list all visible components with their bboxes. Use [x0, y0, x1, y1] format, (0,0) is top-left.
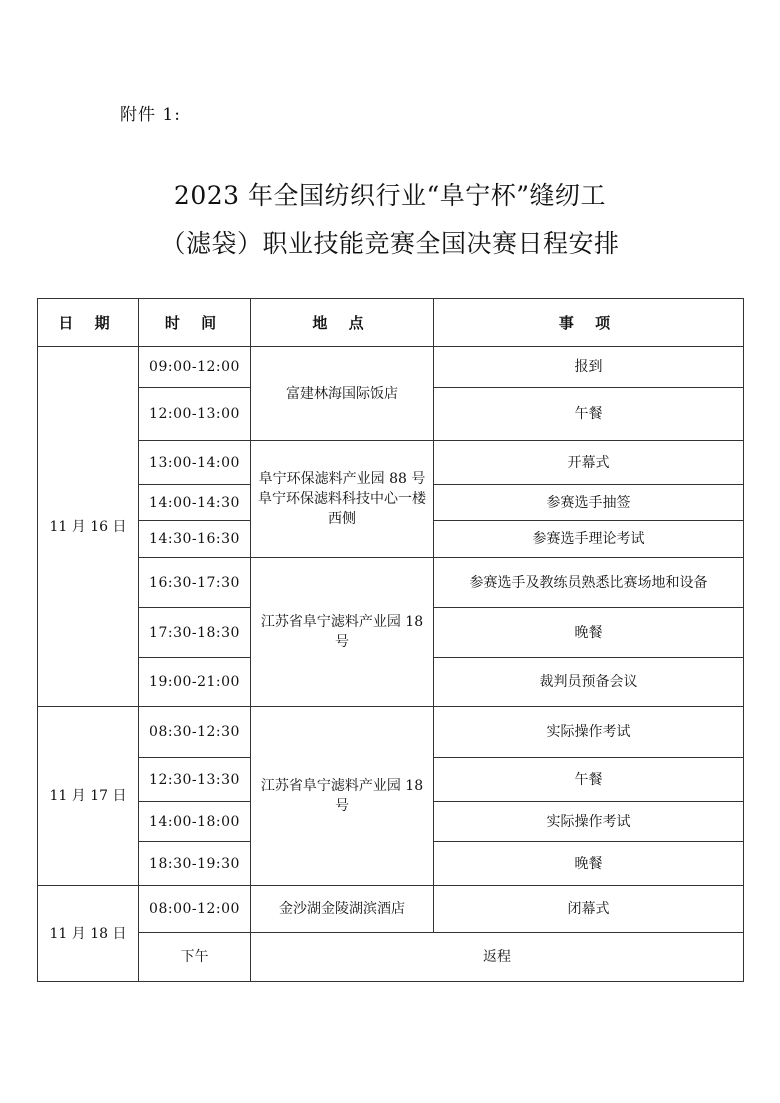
item-cell: 参赛选手理论考试	[434, 521, 744, 558]
attachment-label: 附件 1:	[120, 105, 181, 125]
item-cell: 返程	[251, 933, 744, 982]
item-cell: 参赛选手抽签	[434, 485, 744, 521]
time-cell: 09:00-12:00	[139, 347, 251, 388]
table-row	[38, 558, 744, 608]
document-title-line-2: （滤袋）职业技能竞赛全国决赛日程安排	[160, 229, 620, 258]
date-cell: 11 月 18 日	[38, 886, 139, 982]
time-cell: 13:00-14:00	[139, 441, 251, 485]
document-title-line-1: 2023 年全国纺织行业“阜宁杯”缝纫工	[173, 181, 607, 210]
header-row	[38, 299, 744, 347]
item-cell: 开幕式	[434, 441, 744, 485]
item-cell: 实际操作考试	[434, 802, 744, 842]
time-cell: 19:00-21:00	[139, 658, 251, 707]
time-cell: 12:30-13:30	[139, 758, 251, 802]
time-cell: 16:30-17:30	[139, 558, 251, 608]
date-cell: 11 月 16 日	[38, 347, 139, 707]
item-cell: 午餐	[434, 758, 744, 802]
location-cell: 阜宁环保滤料产业园 88 号阜宁环保滤料科技中心一楼西侧	[251, 441, 434, 558]
time-cell: 08:30-12:30	[139, 707, 251, 758]
time-cell: 18:30-19:30	[139, 842, 251, 886]
item-cell: 参赛选手及教练员熟悉比赛场地和设备	[434, 558, 744, 608]
time-cell: 14:00-14:30	[139, 485, 251, 521]
table-row	[38, 347, 744, 388]
location-cell: 富建林海国际饭店	[251, 347, 434, 441]
header-item: 事 项	[434, 299, 744, 347]
item-cell: 报到	[434, 347, 744, 388]
time-cell: 14:30-16:30	[139, 521, 251, 558]
table-row	[38, 933, 744, 982]
location-cell: 江苏省阜宁滤料产业园 18 号	[251, 558, 434, 707]
item-cell: 晚餐	[434, 608, 744, 658]
header-location: 地 点	[251, 299, 434, 347]
item-cell: 闭幕式	[434, 886, 744, 933]
table-row	[38, 441, 744, 485]
time-cell: 17:30-18:30	[139, 608, 251, 658]
time-cell: 下午	[139, 933, 251, 982]
location-cell: 江苏省阜宁滤料产业园 18 号	[251, 707, 434, 886]
item-cell: 晚餐	[434, 842, 744, 886]
item-cell: 裁判员预备会议	[434, 658, 744, 707]
header-time: 时 间	[139, 299, 251, 347]
time-cell: 14:00-18:00	[139, 802, 251, 842]
date-cell: 11 月 17 日	[38, 707, 139, 886]
time-cell: 12:00-13:00	[139, 388, 251, 441]
location-cell: 金沙湖金陵湖滨酒店	[251, 886, 434, 933]
item-cell: 午餐	[434, 388, 744, 441]
table-row	[38, 886, 744, 933]
table-row	[38, 707, 744, 758]
header-date: 日 期	[38, 299, 139, 347]
time-cell: 08:00-12:00	[139, 886, 251, 933]
schedule-table	[37, 298, 744, 982]
item-cell: 实际操作考试	[434, 707, 744, 758]
